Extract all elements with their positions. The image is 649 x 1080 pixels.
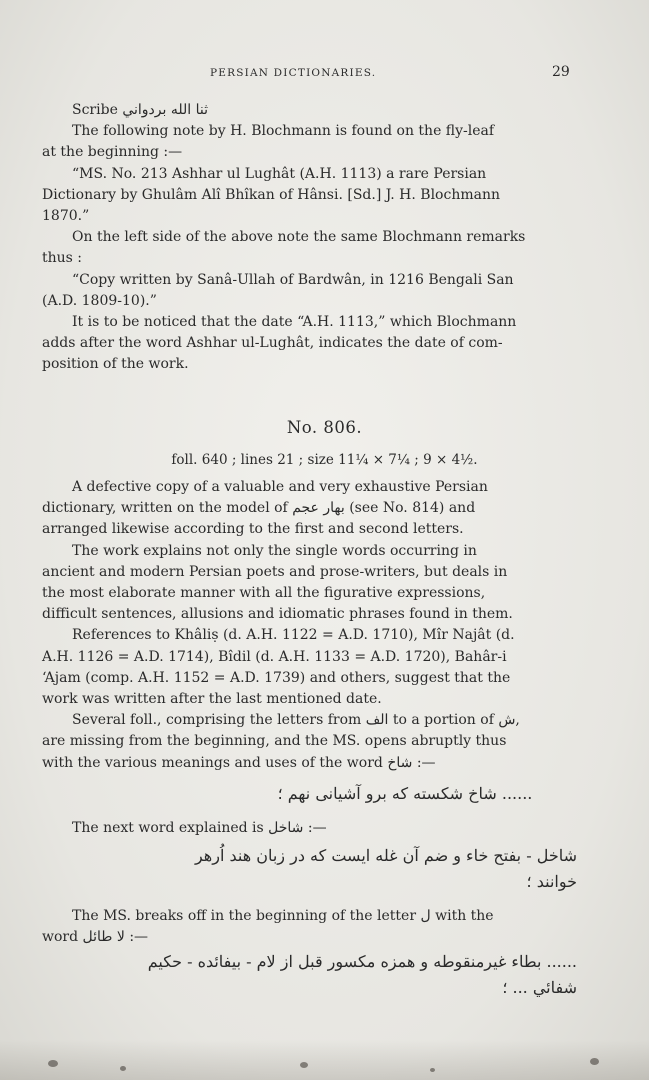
desc-p4-line-3-text-a: with the various meanings and uses of the word <box>42 754 383 771</box>
desc-p4-line-1-text-b: to a portion of <box>392 712 494 729</box>
notice-line-1: It is to be noticed that the date “A.H. 1113,” which Blochmann <box>72 314 517 331</box>
desc-p2-line-3: the most elaborate manner with all the figurative expressions, <box>42 585 486 602</box>
bahar-ajam-title: بهار عجم <box>292 500 345 517</box>
desc-p1-line-1: A defective copy of a valuable and very exhaustive Persian <box>72 479 488 495</box>
page-number: 29 <box>552 64 570 80</box>
copy-quote-line-2: (A.D. 1809-10).” <box>42 292 157 309</box>
word-shakhil: شاخل <box>268 820 304 836</box>
breaks-line-1 <box>42 906 574 927</box>
scribe-note-section <box>42 100 574 376</box>
running-head: PERSIAN DICTIONARIES. <box>210 67 377 79</box>
note-intro-line-2: at the beginning :— <box>42 144 183 161</box>
scribe-label: Scribe <box>72 102 118 118</box>
next-word-line <box>42 818 574 839</box>
persian-quote-3-line-2: شفائي ... ؛ <box>502 978 577 997</box>
blochmann-quote-line-2: Dictionary by Ghulâm Alî Bhîkan of Hânsi. [Sd.] J. H. Blochmann <box>42 186 500 203</box>
desc-p2-line-4: difficult sentences, allusions and idiomatic phrases found in them. <box>42 606 513 623</box>
letter-shin: ش <box>498 712 516 729</box>
breaks-line-1-text-b: with the <box>435 908 494 924</box>
desc-p4-line-1: Several foll., comprising the letters from الف to a portion of ش, <box>72 712 520 729</box>
breaks-line-2-text-a: word <box>42 929 79 946</box>
breaks-off-section <box>42 906 574 948</box>
letter-lam: ل <box>420 908 431 924</box>
word-la-tail: لا طائل <box>82 929 125 946</box>
page-bottom-stain <box>0 1040 649 1080</box>
persian-quote-1: ...... شاخ شکسته که برو آشیانی نهم ؛ <box>277 784 533 803</box>
collation-line: foll. 640 ; lines 21 ; size 11¼ × 7¼ ; 9 × 4½. <box>171 452 478 468</box>
desc-p1-line-3: arranged likewise according to the first and second letters. <box>42 521 464 538</box>
persian-quote-2-line-2: خوانند ؛ <box>526 872 577 891</box>
notice-line-2: adds after the word Ashhar ul-Lughât, indicates the date of com- <box>42 335 503 352</box>
desc-p3-line-2: A.H. 1126 = A.D. 1714), Bîdil (d. A.H. 1133 = A.D. 1720), Bahâr-i <box>42 648 507 665</box>
breaks-line-2-text-b: :— <box>129 929 149 946</box>
desc-p2-line-1: The work explains not only the single words occurring in <box>72 542 477 559</box>
word-shakh: شاخ <box>387 754 413 771</box>
desc-p3-line-3: ʻAjam (comp. A.H. 1152 = A.D. 1739) and others, suggest that the <box>42 669 511 686</box>
desc-p3-line-4: work was written after the last mentioned date. <box>42 691 382 708</box>
persian-quote-3-line-1: ...... بطاء غیرمنقوطه و همزه مکسور قبل از لام - بیفائده - حکیم <box>147 952 577 971</box>
page-header <box>0 64 649 84</box>
next-word-text-a: The next word explained is <box>72 820 264 836</box>
scribe-line <box>42 100 574 121</box>
entry-description <box>42 477 574 774</box>
notice-line-3: position of the work. <box>42 356 189 373</box>
left-side-line-1: On the left side of the above note the same Blochmann remarks <box>72 229 526 246</box>
letter-alif: الف <box>365 712 389 729</box>
next-word-text-b: :— <box>307 820 327 836</box>
desc-p4-line-1-text-a: Several foll., comprising the letters from <box>72 712 362 729</box>
note-intro-line-1: The following note by H. Blochmann is found on the fly-leaf <box>72 123 495 140</box>
entry-number-heading: No. 806. <box>286 418 363 437</box>
ink-smudge <box>590 1058 599 1065</box>
desc-p4-line-3-text-b: :— <box>416 754 436 771</box>
ink-smudge <box>48 1060 58 1067</box>
ink-smudge <box>430 1068 435 1072</box>
desc-p1-line-2-text-b: (see No. 814) and <box>349 500 476 517</box>
desc-p1-line-2 <box>42 498 574 519</box>
persian-quote-2-line-1: شاخل - بفتح خاء و ضم آن غله ایست که در زبان هند اُرهر <box>194 846 577 865</box>
next-word-sentence <box>42 818 574 839</box>
copy-quote-line-1: “Copy written by Sanâ-Ullah of Bardwân, in 1216 Bengali San <box>72 271 514 288</box>
breaks-line-1-text-a: The MS. breaks off in the beginning of the letter <box>72 908 417 924</box>
desc-p2-line-2: ancient and modern Persian poets and prose-writers, but deals in <box>42 563 508 580</box>
breaks-line-2 <box>42 927 574 948</box>
desc-p3-line-1: References to Khâliṣ (d. A.H. 1122 = A.D. 1710), Mîr Najât (d. <box>72 627 515 644</box>
left-side-line-2: thus : <box>42 250 83 267</box>
desc-p1-line-2-text-a: dictionary, written on the model of <box>42 500 288 517</box>
desc-p4-line-3 <box>42 753 574 774</box>
desc-p4-line-2: are missing from the beginning, and the MS. opens abruptly thus <box>42 733 507 750</box>
scribe-name: ثنا الله بردواني <box>122 102 208 118</box>
blochmann-quote-line-3: 1870.” <box>42 208 90 225</box>
ink-smudge <box>300 1062 308 1068</box>
blochmann-quote-line-1: “MS. No. 213 Ashhar ul Lughât (A.H. 1113) a rare Persian <box>72 165 487 182</box>
ink-smudge <box>120 1066 126 1071</box>
